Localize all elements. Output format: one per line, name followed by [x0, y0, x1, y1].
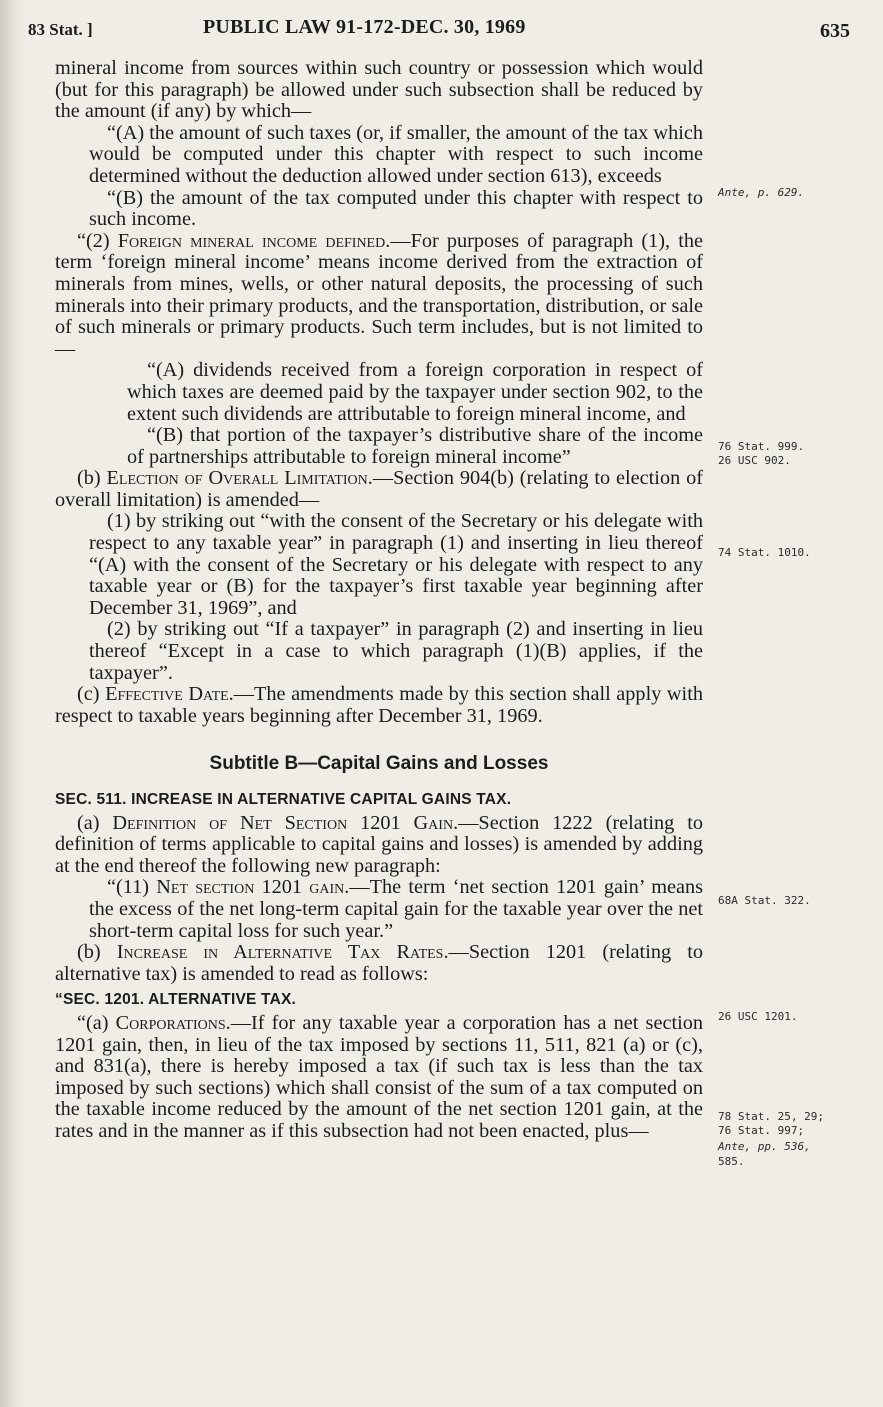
heading-caps: Foreign mineral income defined. — [117, 229, 391, 252]
body-text — [55, 58, 703, 1143]
heading-caps: Net section 1201 gain. — [156, 876, 350, 899]
margin-note: 76 Stat. 997; — [718, 1124, 805, 1137]
paragraph: “(A) the amount of such taxes (or, if smaller, the amount of the tax which would be computed under this chapter with respect to such income determined without the deduction allowed under section 613), exceeds — [89, 121, 703, 187]
heading-caps: Corporations. — [115, 1011, 231, 1034]
margin-note: 68A Stat. 322. — [718, 894, 811, 907]
binding-shadow — [0, 0, 26, 1407]
paragraph: (2) by striking out “If a taxpayer” in paragraph (2) and inserting in lieu thereof “Except in a case to which paragraph (1)(B) applies, if the taxpayer”. — [89, 618, 703, 684]
paragraph: “(2) Foreign mineral income defined.—For purposes of paragraph (1), the term ‘foreign mineral income’ means income derived from the extraction of minerals from mines, wells, or other natural deposits, the processing of such minerals into their primary products, and the transportation, distribution, or sale of such minerals or primary products. Such term includes, but is not limited to— — [55, 229, 703, 360]
margin-note: 585. — [718, 1155, 745, 1168]
page-header — [28, 14, 850, 44]
subtitle-heading: Subtitle B—Capital Gains and Losses — [209, 753, 549, 775]
heading-caps: Increase in Alternative Tax Rates. — [116, 941, 449, 964]
paragraph: “(B) that portion of the taxpayer’s distributive share of the income of partnerships attributable to foreign mineral income” — [127, 424, 703, 468]
margin-note: 78 Stat. 25, 29; — [718, 1110, 824, 1123]
section-heading: “SEC. 1201. ALTERNATIVE TAX. — [55, 991, 297, 1009]
statute-volume: 83 Stat. ] — [28, 20, 93, 39]
paragraph: (b) Increase in Alternative Tax Rates.—Section 1201 (relating to alternative tax) is amended to read as follows: — [55, 941, 703, 985]
paragraph: “(B) the amount of the tax computed under this chapter with respect to such income. — [89, 186, 703, 231]
margin-note: Ante, pp. 536, — [718, 1140, 811, 1153]
heading-caps: Election of Overall Limitation. — [106, 467, 373, 490]
margin-note: 26 USC 902. — [718, 454, 791, 467]
margin-note: 74 Stat. 1010. — [718, 546, 811, 559]
margin-note: Ante, p. 629. — [718, 186, 805, 199]
section-heading: SEC. 511. INCREASE IN ALTERNATIVE CAPITAL GAINS TAX. — [55, 791, 512, 808]
paragraph: “(11) Net section 1201 gain.—The term ‘net section 1201 gain’ means the excess of the net long-term capital gain for the taxable year over the net short-term capital loss for such year.” — [89, 876, 704, 942]
paragraph: (c) Effective Date.—The amendments made by this section shall apply with respect to taxable years beginning after December 31, 1969. — [55, 683, 703, 727]
heading-caps: Definition of Net Section 1201 Gain. — [112, 811, 459, 834]
margin-note: 76 Stat. 999. — [718, 440, 805, 453]
paragraph: (a) Definition of Net Section 1201 Gain.—Section 1222 (relating to definition of terms applicable to capital gains and losses) is amended by adding at the end thereof the following new paragraph: — [55, 811, 703, 877]
margin-note: 26 USC 1201. — [718, 1010, 798, 1023]
page-number: 635 — [820, 20, 850, 42]
paragraph: “(a) Corporations.—If for any taxable year a corporation has a net section 1201 gain, then, in lieu of the tax imposed by sections 11, 511, 821 (a) or (c), and 831(a), there is hereby imposed a tax (if such tax is less than the tax imposed by such sections) which shall consist of the sum of a tax computed on the taxable income reduced by the amount of the net section 1201 gain, at the rates and in the manner as if this subsection had not been enacted, plus— — [55, 1011, 703, 1142]
paragraph: (1) by striking out “with the consent of the Secretary or his delegate with respect to any taxable year” in paragraph (1) and inserting in lieu thereof “(A) with the consent of the Secretary or his delegate with respect to any taxable year or (B) for the taxpayer’s first taxable year beginning after December 31, 1969”, and — [89, 510, 703, 619]
paragraph: mineral income from sources within such country or possession which would (but for this paragraph) be allowed under such subsection shall be reduced by the amount (if any) by which— — [55, 57, 703, 123]
paragraph: “(A) dividends received from a foreign corporation in respect of which taxes are deemed paid by the taxpayer under section 902, to the extent such dividends are attributable to foreign mineral income, and — [127, 359, 703, 425]
heading-caps: Effective Date. — [105, 683, 234, 706]
running-title: PUBLIC LAW 91-172-DEC. 30, 1969 — [203, 16, 526, 38]
paragraph: (b) Election of Overall Limitation.—Section 904(b) (relating to election of overall limitation) is amended— — [55, 467, 703, 511]
